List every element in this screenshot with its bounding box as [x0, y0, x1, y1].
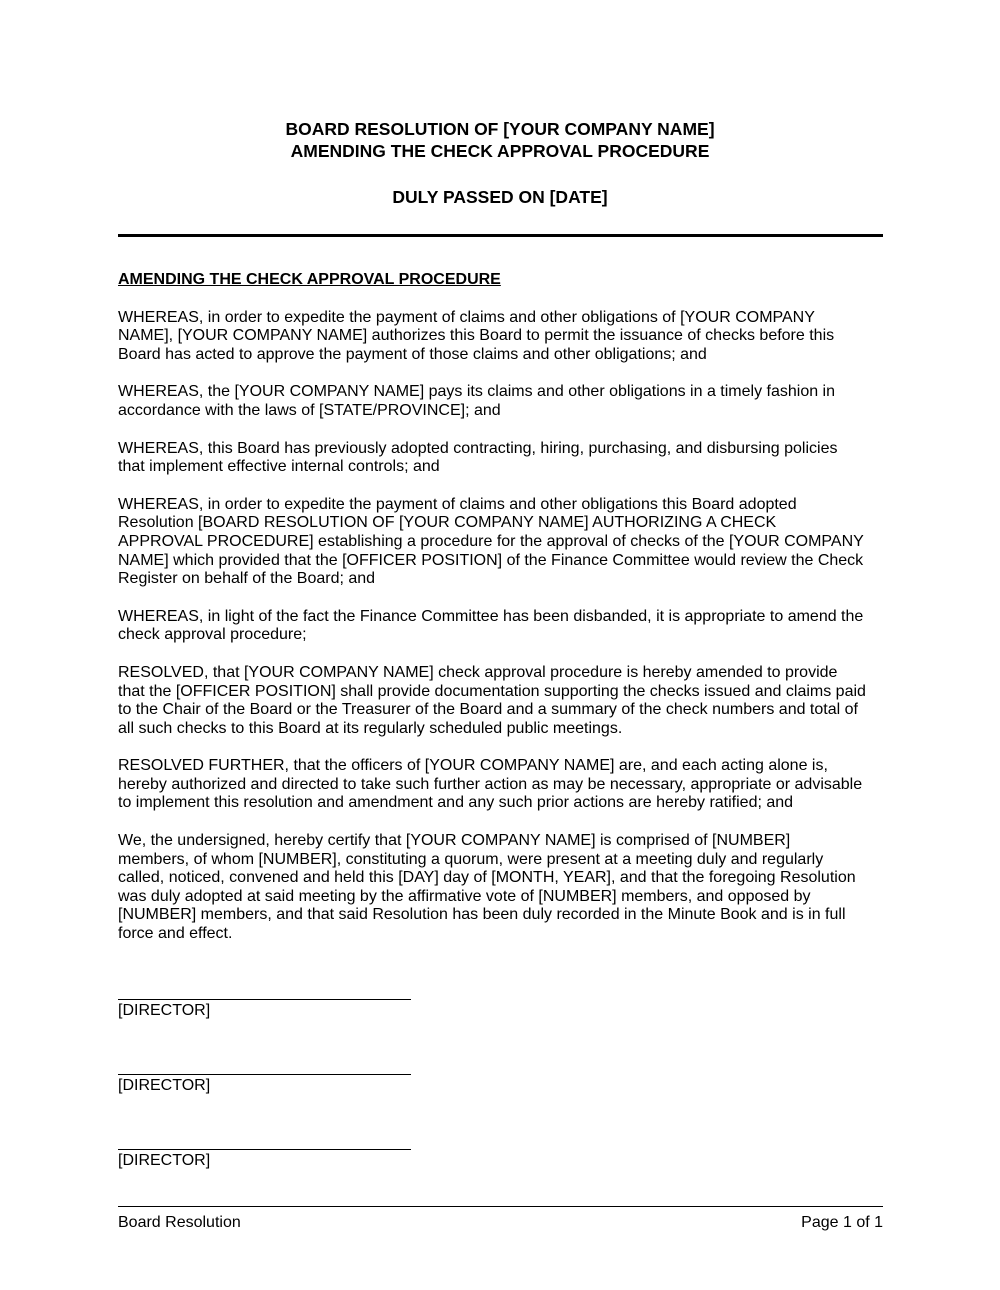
paragraph-line: was duly adopted at said meeting by the affirmative vote of [NUMBER] members, and opposed by: [118, 887, 811, 905]
paragraph-line: hereby authorized and directed to take such further action as may be necessary, appropriate or advisable: [118, 775, 863, 793]
signature-line: [118, 999, 411, 1000]
footer-title: Board Resolution: [118, 1214, 241, 1231]
header-divider: [118, 234, 883, 237]
signature-line: [118, 1149, 411, 1150]
section-heading: AMENDING THE CHECK APPROVAL PROCEDURE: [118, 271, 501, 288]
paragraph-line: Register on behalf of the Board; and: [118, 570, 376, 588]
paragraph: [118, 496, 888, 589]
document-title: BOARD RESOLUTION OF [YOUR COMPANY NAME]: [285, 119, 715, 139]
paragraph-line: WHEREAS, in light of the fact the Finance Committee has been disbanded, it is appropriate to amend the: [118, 607, 864, 625]
paragraph-line: WHEREAS, the [YOUR COMPANY NAME] pays its claims and other obligations in a timely fashion in: [118, 383, 836, 401]
paragraph-line: accordance with the laws of [STATE/PROVINCE]; and: [118, 401, 501, 419]
signature-line: [118, 1074, 411, 1075]
paragraph-line: Resolution [BOARD RESOLUTION OF [YOUR COMPANY NAME] AUTHORIZING A CHECK: [118, 514, 777, 532]
paragraph-line: force and effect.: [118, 925, 233, 943]
signature-label: [DIRECTOR]: [118, 1077, 211, 1094]
paragraph-line: NAME] which provided that the [OFFICER POSITION] of the Finance Committee would review the Check: [118, 551, 864, 569]
paragraph-line: that the [OFFICER POSITION] shall provide documentation supporting the checks issued and claims paid: [118, 682, 866, 700]
paragraph-line: to the Chair of the Board or the Treasurer of the Board and a summary of the check numbers and total of: [118, 701, 858, 719]
paragraph-line: APPROVAL PROCEDURE] establishing a procedure for the approval of checks of the [YOUR COMPANY: [118, 532, 864, 550]
paragraph: [118, 757, 888, 813]
page-number: Page 1 of 1: [801, 1214, 883, 1231]
paragraph-line: WHEREAS, in order to expedite the payment of claims and other obligations of [YOUR COMPANY: [118, 308, 815, 326]
paragraph-line: all such checks to this Board at its regularly scheduled public meetings.: [118, 719, 623, 737]
paragraph-line: WHEREAS, this Board has previously adopted contracting, hiring, purchasing, and disbursing policies: [118, 439, 838, 457]
paragraph-line: NAME], [YOUR COMPANY NAME] authorizes this Board to permit the issuance of checks before this: [118, 327, 835, 345]
paragraph: [118, 664, 888, 738]
footer-divider: [118, 1206, 883, 1207]
paragraph-line: that implement effective internal controls; and: [118, 458, 440, 476]
paragraph-line: Board has acted to approve the payment of those claims and other obligations; and: [118, 345, 707, 363]
paragraph-line: members, of whom [NUMBER], constituting a quorum, were present at a meeting duly and regularly: [118, 850, 824, 868]
paragraph-line: We, the undersigned, hereby certify that [YOUR COMPANY NAME] is comprised of [NUMBER]: [118, 832, 791, 850]
paragraph-line: RESOLVED FURTHER, that the officers of [YOUR COMPANY NAME] are, and each acting alone is,: [118, 757, 828, 775]
paragraph: [118, 309, 888, 365]
passed-date: DULY PASSED ON [DATE]: [392, 187, 608, 207]
paragraph-line: called, noticed, convened and held this [DAY] day of [MONTH, YEAR], and that the foregoing Resolution: [118, 869, 856, 887]
paragraph: [118, 440, 888, 477]
paragraph-line: check approval procedure;: [118, 626, 307, 644]
document-body: [118, 271, 888, 963]
signature-label: [DIRECTOR]: [118, 1002, 211, 1019]
document-subtitle: AMENDING THE CHECK APPROVAL PROCEDURE: [290, 141, 710, 161]
paragraph-line: WHEREAS, in order to expedite the payment of claims and other obligations this Board adopted: [118, 495, 797, 513]
paragraph: [118, 383, 888, 420]
paragraph: [118, 832, 888, 944]
paragraph-line: [NUMBER] members, and that said Resolution has been duly recorded in the Minute Book and is in full: [118, 906, 846, 924]
paragraph-line: to implement this resolution and amendment and any such prior actions are hereby ratified; and: [118, 794, 794, 812]
paragraph-line: RESOLVED, that [YOUR COMPANY NAME] check approval procedure is hereby amended to provide: [118, 663, 838, 681]
paragraph: [118, 608, 888, 645]
signature-label: [DIRECTOR]: [118, 1152, 211, 1169]
paragraphs: [118, 309, 888, 944]
